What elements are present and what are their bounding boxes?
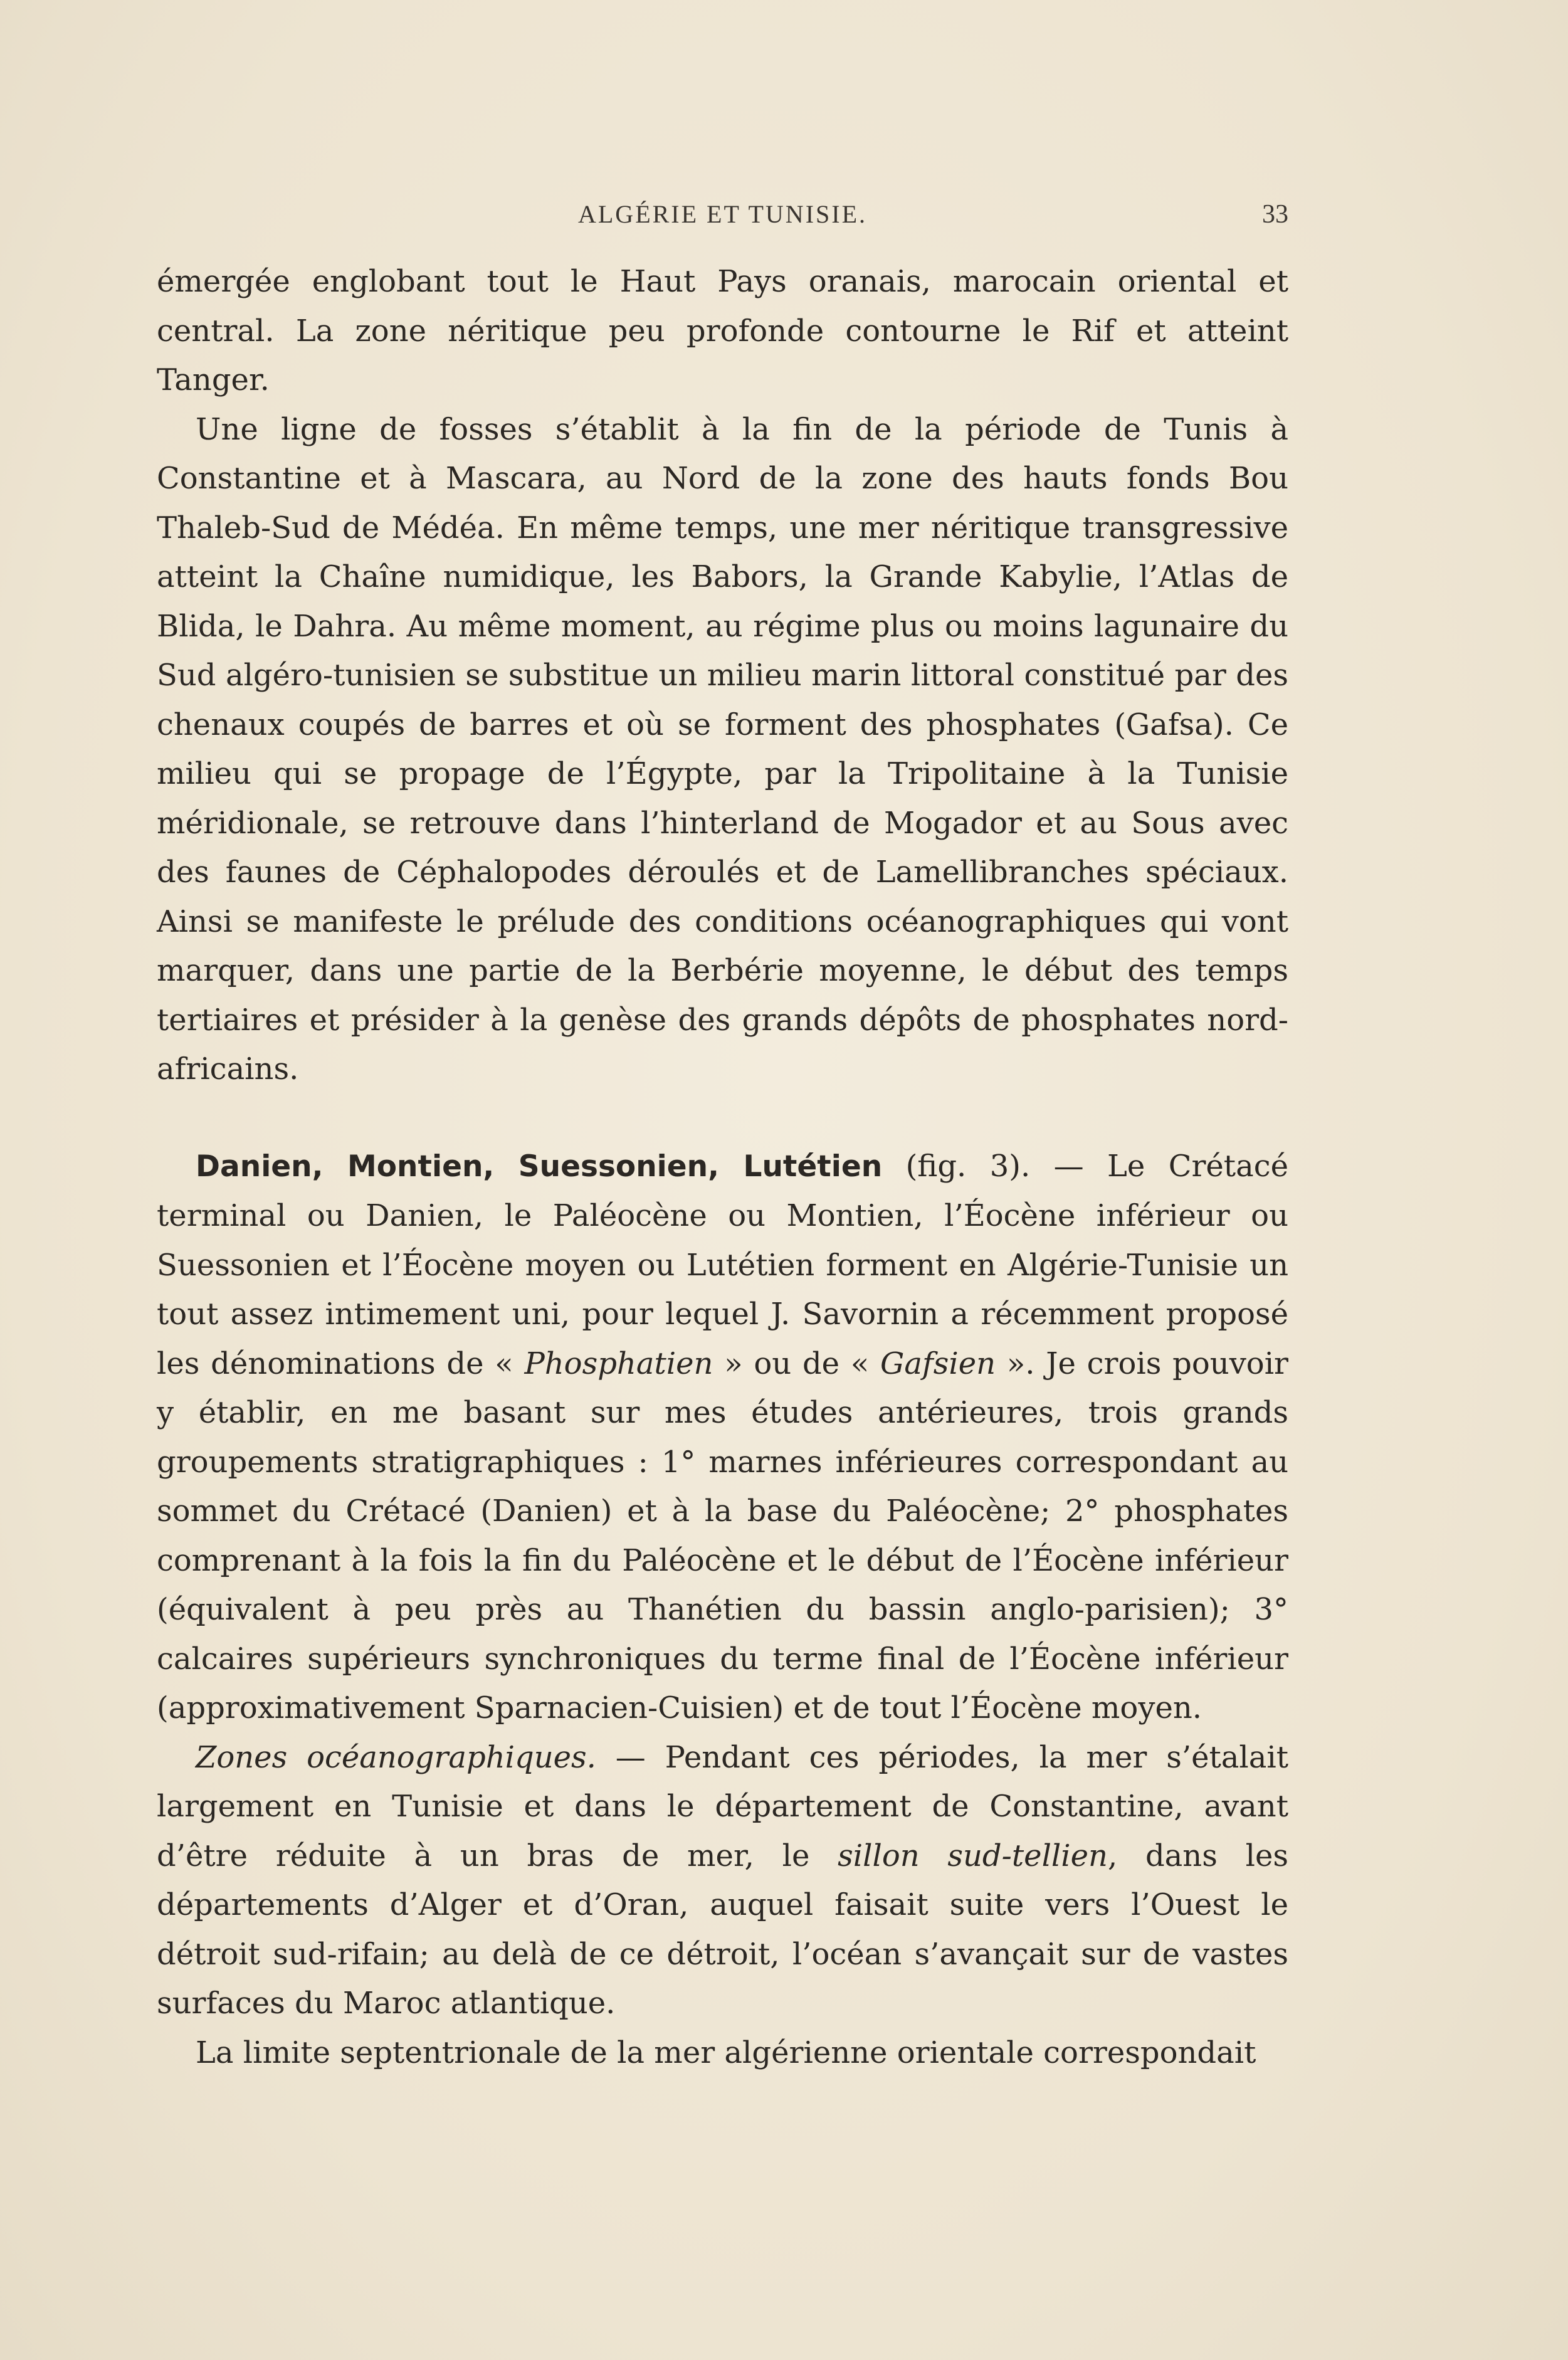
paragraph-3-part-2: » ou de « bbox=[713, 1346, 881, 1381]
body-text bbox=[157, 257, 1288, 2077]
running-head bbox=[157, 199, 1288, 237]
paragraph-3-part-3: ». Je crois pouvoir y établir, en me basant sur mes études antérieures, trois grands groupements stratigraphiques : 1° marnes inférieures correspondant au sommet du Crétacé (Danien) et à la base du Paléocène; 2° phosphates comprenant à la fois la fin du Paléocène et le début de l’Éocène inférieur (équivalent à peu près au Thanétien du bassin anglo-parisien); 3° calcaires supérieurs synchroniques du terme final de l’Éocène inférieur (approximativement Sparnacien-Cuisien) et de tout l’Éocène moyen. bbox=[157, 1346, 1289, 1725]
term-sillon-sud-tellien: sillon sud-tellien bbox=[838, 1838, 1108, 1873]
paragraph-3 bbox=[157, 1142, 1288, 1733]
section-heading: Danien, Montien, Suessonien, Lutétien bbox=[196, 1149, 883, 1184]
paragraph-4-part-2: , dans les départements d’Alger et d’Oran, auquel faisait suite vers l’Ouest le détroit sud-rifain; au delà de ce détroit, l’océan s’avançait sur de vastes surfaces du Maroc atlantique. bbox=[157, 1838, 1288, 2021]
paragraph-4 bbox=[157, 1733, 1288, 2028]
paragraph-4-part-1: — Pendant ces périodes, la mer s’étalait largement en Tunisie et dans le département de Constantine, avant d’être réduite à un bras de mer, le bbox=[157, 1739, 1289, 1873]
paragraph-5: La limite septentrionale de la mer algérienne orientale correspondait bbox=[196, 2035, 1256, 2070]
paragraph-2: Une ligne de fosses s’établit à la fin de la période de Tunis à Constantine et à Mascara, au Nord de la zone des hauts fonds Bou Thaleb-Sud de Médéa. En même temps, une mer néritique transgressive atteint la Chaîne numidique, les Babors, la Grande Kabylie, l’Atlas de Blida, le Dahra. Au même moment, au régime plus ou moins lagunaire du Sud algéro-tunisien se substitue un milieu marin littoral constitué par des chenaux coupés de barres et où se forment des phosphates (Gafsa). Ce milieu qui se propage de l’Égypte, par la Tripolitaine à la Tunisie méridionale, se retrouve dans l’hinterland de Mogador et au Sous avec des faunes de Céphalopodes déroulés et de Lamellibranches spéciaux. Ainsi se manifeste le prélude des conditions océanographiques qui vont marquer, dans une partie de la Berbérie moyenne, le début des temps tertiaires et présider à la genèse des grands dépôts de phosphates nord-africains. bbox=[157, 411, 1288, 1087]
paragraph-1: émergée englobant tout le Haut Pays oranais, marocain oriental et central. La zone néritique peu profonde contourne le Rif et atteint Tanger. bbox=[157, 264, 1288, 398]
term-gafsien: Gafsien bbox=[880, 1346, 996, 1381]
subsection-lead: Zones océanographiques. bbox=[196, 1739, 596, 1775]
section-gap bbox=[157, 1094, 1288, 1142]
term-phosphatien: Phosphatien bbox=[524, 1346, 713, 1381]
paragraph-3-part-1: (fig. 3). — Le Crétacé terminal ou Danien, le Paléocène ou Montien, l’Éocène inférieur ou Suessonien et l’Éocène moyen ou Lutétien forment en Algérie-Tunisie un tout assez intimement uni, pour lequel J. Savornin a récemment proposé les dénominations de « bbox=[157, 1148, 1288, 1381]
page-number: 33 bbox=[1262, 200, 1288, 229]
running-title: ALGÉRIE ET TUNISIE. bbox=[577, 200, 868, 228]
